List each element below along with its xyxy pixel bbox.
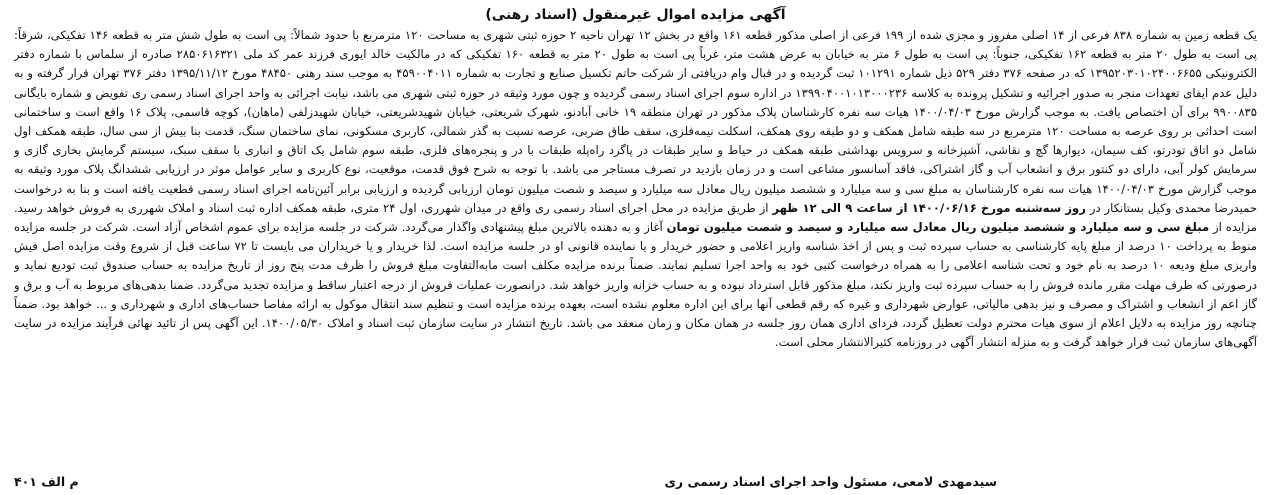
notice-paragraph-1: یک قطعه زمین به شماره ۸۳۸ فرعی از ۱۴ اصلی مفروز و مجزی شده از ۱۹۹ فرعی از اصلی مذکور قطعه ۱۶۱ واقع در بخش ۱۲ تهران ناحیه ۲ حوزه ثبتی شهری به مساحت ۱۲۰ مترمربع با حدود شمالاً: پی است به طول شش متر به قطعه ۱۴۶ تفکیکی، شرقاً: پی است به طول ۲۰ متر به قطعه ۱۶۲ تفکیکی، جنوباً: پی است به طول ۶ متر به خیابان به عرض هشت متر، غرباً پی است به طول ۲۰ متر به قطعه ۱۶۰ تفکیکی که در مالکیت خالد ایوری فرزند عمر کد ملی ۲۸۵۰۶۱۶۳۲۱ صادره از سلماس با شماره دفتر الکترونیکی ۱۳۹۵۲۰۳۰۱۰۲۴۰۰۶۶۵۵ که در صفحه ۳۷۶ دفتر ۵۲۹ ذیل شماره ۱۰۱۲۹۱ ثبت گردیده و در قبال وام دریافتی از شرکت حاتم تکسیل صنایع و تجارت به شماره ۴۵۹۰۰۴۰۱۱ به موجب سند رهنی ۴۸۴۵۰ مورخ ۱۳۹۵/۱۱/۱۲ دفتر ۳۷۶ تهران قرار گرفته و به دلیل عدم ایفای تعهدات منجر به صدور اجرائیه و تشکیل پرونده به کلاسه ۱۳۹۹۰۴۰۰۱۰۱۳۰۰۰۲۳۶ در اداره سوم اجرای اسناد رسمی گردیده و چون مورد وثیقه در حوزه ثبتی شهری می باشد، نیابت اجرائی به واحد اجرای اسناد رسمی ری تفویض و شماره بایگانی ۹۹۰۰۸۳۵ برای آن اختصاص یافت. به موجب گزارش مورخ ۱۴۰۰/۰۴/۰۳ هیات سه نفره کارشناسان پلاک مذکور در تهران منطقه ۱۹ خانی آبادنو، شهرک شریعتی، خیابان شهیدشریعتی، خیابان شهیدزلفی (ماهان)، کوچه قاسمی، پلاک ۱۶ واقع است و ساختمانی است احداثی بر روی عرصه به مساحت ۱۲۰ مترمربع در سه طبقه شامل همکف و دو طبقه روی همکف، اسکلت نیمه‌فلزی، سقف طاق ضربی، عرصه نسبت به گذر شمالی، کاربری مسکونی، نمای ساختمان سنگ، قدمت بنا بیش از سی سال، طبقه همکف اول شامل دو اتاق تودرتو، کف سیمان، دیوارها گچ و نقاشی، آشپزخانه و سرویس بهداشتی طبقه همکف در حیاط و سایر طبقات در پاگرد راه‌پله طبقات با در و پنجره‌های فلزی، طبقه سوم شامل یک اتاق و انباری با سقف سبک، سیستم گرمایش بخاری گازی و سرمایش کولر آبی، دارای دو کنتور برق و انشعاب آب و گاز اشتراکی، فاقد آسانسور مشاعی است و در زمان بازدید در تصرف مستاجر می باشد. با توجه به شرح فوق قدمت، موقعیت، نوع کاربری و سایر عوامل موثر در ارزیابی ششدانگ پلاک مورد وثیقه به موجب گزارش مورخ ۱۴۰۰/۰۴/۰۳ هیات سه نفره کارشناسان به مبلغ سی و سه میلیارد و ششصد میلیون ریال معادل سه میلیارد و سیصد و شصت میلیون تومان ارزیابی گردیده و ارزیابی برابر آئین‌نامه اجرای اسناد رسمی قطعیت یافته است و بنا به درخواست حمیدرضا محمدی وکیل بستانکار در <box>14 28 1257 215</box>
notice-title: آگهی مزایده اموال غیرمنقول (اسناد رهنی) <box>485 7 786 23</box>
signatory: سیدمهدی لامعی، مسئول واحد اجرای اسناد رسمی ری <box>664 474 997 489</box>
base-price-highlight: مبلغ سی و سه میلیارد و ششصد میلیون ریال معادل سه میلیارد و سیصد و شصت میلیون تومان <box>666 220 1210 235</box>
notice-paragraph-5: آغاز و به دهنده بالاترین مبلغ پیشنهادی واگذار می‌گردد. شرکت در جلسه مزایده برای عموم اشخاص آزاد است. شرکت در جلسه مزایده منوط به پرداخت ۱۰ درصد از مبلغ پایه کارشناسی به حساب سپرده ثبت و پس از اخذ شناسه واریز اعلامی و حضور خریدار و یا نماینده قانونی او در جلسه مزایده است. لذا خریدار و یا خریداران می بایست تا ۷۲ ساعت قبل از شروع وقت مزایده اصل فیش واریزی مبلغ ودیعه ۱۰ درصد به نام خود و تحت شناسه اعلامی را به همراه درخواست کتبی خود به واحد اجرا تسلیم نمایند. ضمناً برنده مزایده مکلف است مابه‌التفاوت مبلغ فروش را ظرف مدت پنج روز از تاریخ مزایده به حساب صندوق ثبت تودیع نماید و درصورتی که ظرف مهلت مقرر مانده فروش را به حساب سپرده ثبت واریز نکند، مبلغ مذکور قابل استرداد نبوده و به حساب خزانه واریز خواهد شد. درانصورت عملیات فروش از درجه اعتبار ساقط و مزایده تجدید می‌گردد. ضمنا بدهی‌های مربوط به آب و برق و گاز اعم از انشعاب و اشتراک و مصرف و نیز بدهی مالیاتی، عوارض شهرداری و غیره که رقم قطعی آنها برای این اداره معلوم نشده است، بعهده برنده مزایده است و تنظیم سند انتقال موکول به ارائه مفاصا حساب‌های اداری و شهرداری و ... خواهد بود. ضمناً چنانچه روز مزایده به دلایل اعلام از سوی هیات محترم دولت تعطیل گردد، فردای اداری همان روز جلسه در همان مکان و زمان منعقد می باشد. تاریخ انتشار در سایت سازمان ثبت اسناد و املاک ۱۴۰۰/۰۵/۳۰. این آگهی پس از تائید نهائی فرآیند مزایده در سایت آگهی‌های سازمان ثبت قرار خواهد گرفت و به منزله انتشار آگهی در روزنامه کثیرالانتشار محلی است. <box>14 220 1257 350</box>
reference-number: م الف ۴۰۱ <box>14 474 79 489</box>
notice-footer <box>14 471 1257 491</box>
notice-paragraph-3: از طریق مزایده در محل اجرای اسناد رسمی ری واقع در میدان شهرری، اول ۲۴ متری، طبقه همکف اداره ثبت اسناد و املاک شهرری به فروش خواهد رسید. مزایده از <box>14 200 1257 235</box>
notice-body <box>14 26 1257 471</box>
auction-date-highlight: روز سه‌شنبه مورخ ۱۴۰۰/۰۶/۱۶ از ساعت ۹ الی ۱۲ ظهر <box>772 200 1086 215</box>
